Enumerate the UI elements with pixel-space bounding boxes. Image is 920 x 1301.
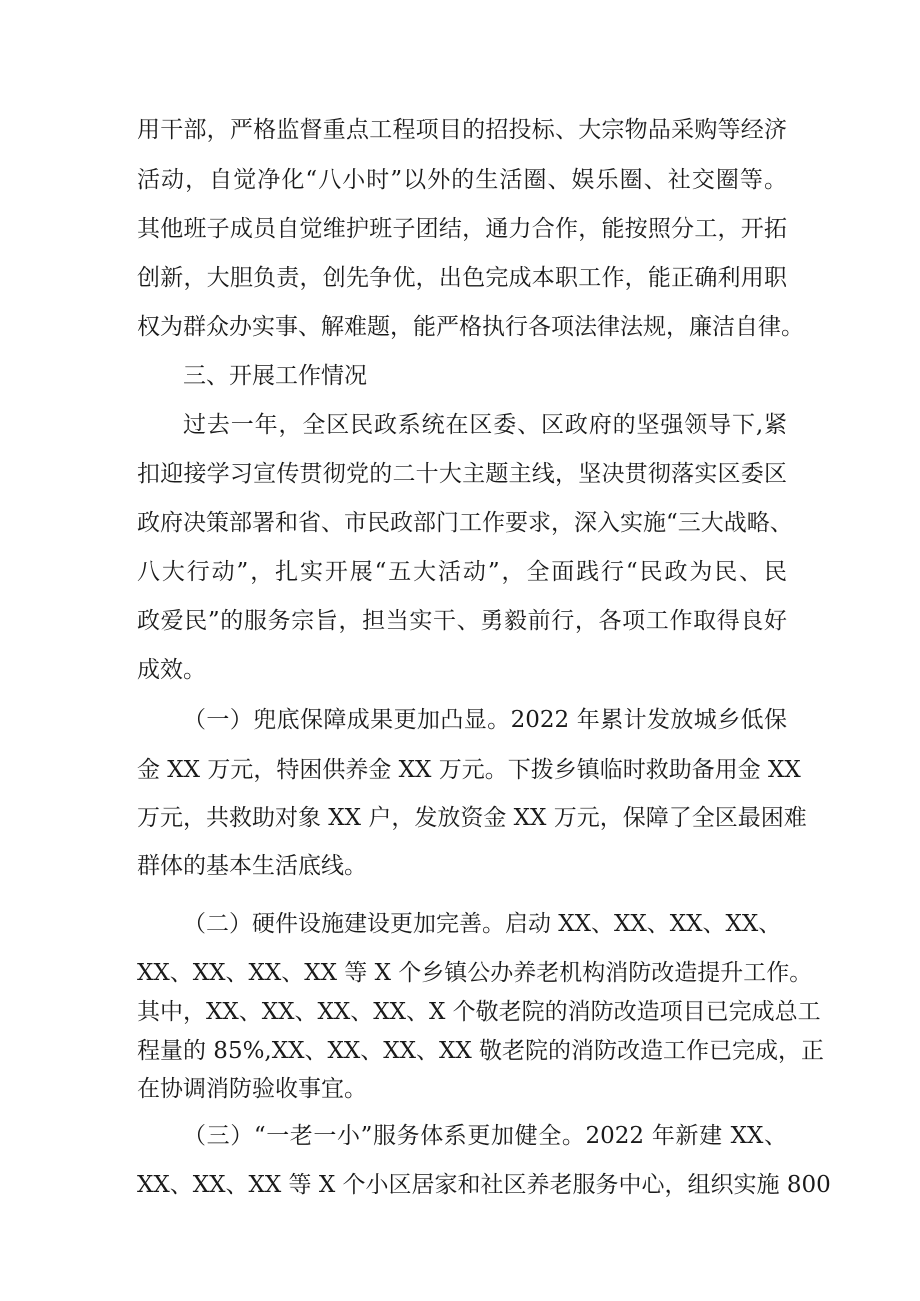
text-line: 万元，共救助对象 XX 户，发放资金 XX 万元，保障了全区最困难 — [137, 805, 807, 831]
text-line: （一）兜底保障成果更加凸显。2022 年累计发放城乡低保 — [183, 707, 787, 733]
text-line: 其他班子成员自觉维护班子团结，通力合作，能按照分工，开拓 — [137, 216, 787, 242]
text-line: 程量的 85%,XX、XX、XX、XX 敬老院的消防改造工作已完成，正 — [137, 1038, 825, 1064]
text-line: 创新，大胆负责，创先争优，出色完成本职工作，能正确利用职 — [137, 265, 787, 291]
text-line: 成效。 — [137, 657, 206, 683]
text-line: XX、XX、XX、XX 等 X 个乡镇公办养老机构消防改造提升工作。 — [137, 960, 813, 986]
text-line: 过去一年，全区民政系统在区委、区政府的坚强领导下,紧 — [183, 412, 787, 438]
text-line: 在协调消防验收事宜。 — [137, 1076, 367, 1102]
text-line: 金 XX 万元，特困供养金 XX 万元。下拨乡镇临时救助备用金 XX — [137, 757, 801, 783]
text-line: XX、XX、XX 等 X 个小区居家和社区养老服务中心，组织实施 800 — [137, 1172, 831, 1198]
text-line: 政爱民”的服务宗旨，担当实干、勇毅前行，各项工作取得良好 — [137, 608, 787, 634]
text-line: 政府决策部署和省、市民政部门工作要求，深入实施“三大战略、 — [137, 510, 793, 536]
text-line: 扣迎接学习宣传贯彻党的二十大主题主线，坚决贯彻落实区委区 — [137, 461, 787, 487]
text-line: 群体的基本生活底线。 — [137, 853, 367, 879]
text-line: 八大行动”，扎实开展“五大活动”，全面践行“民政为民、民 — [137, 559, 787, 585]
text-line: 权为群众办实事、解难题，能严格执行各项法律法规，廉洁自律。 — [137, 314, 804, 340]
text-line: 其中，XX、XX、XX、XX、X 个敬老院的消防改造项目已完成总工 — [137, 999, 821, 1025]
text-line: 活动，自觉净化“八小时”以外的生活圈、娱乐圈、社交圈等。 — [137, 167, 787, 193]
section-heading: 三、开展工作情况 — [183, 363, 367, 389]
text-line: 用干部，严格监督重点工程项目的招投标、大宗物品采购等经济 — [137, 117, 787, 143]
text-line: （三）“一老一小”服务体系更加健全。2022 年新建 XX、 — [183, 1123, 787, 1149]
text-line: （二）硬件设施建设更加完善。启动 XX、XX、XX、XX、 — [183, 911, 782, 937]
